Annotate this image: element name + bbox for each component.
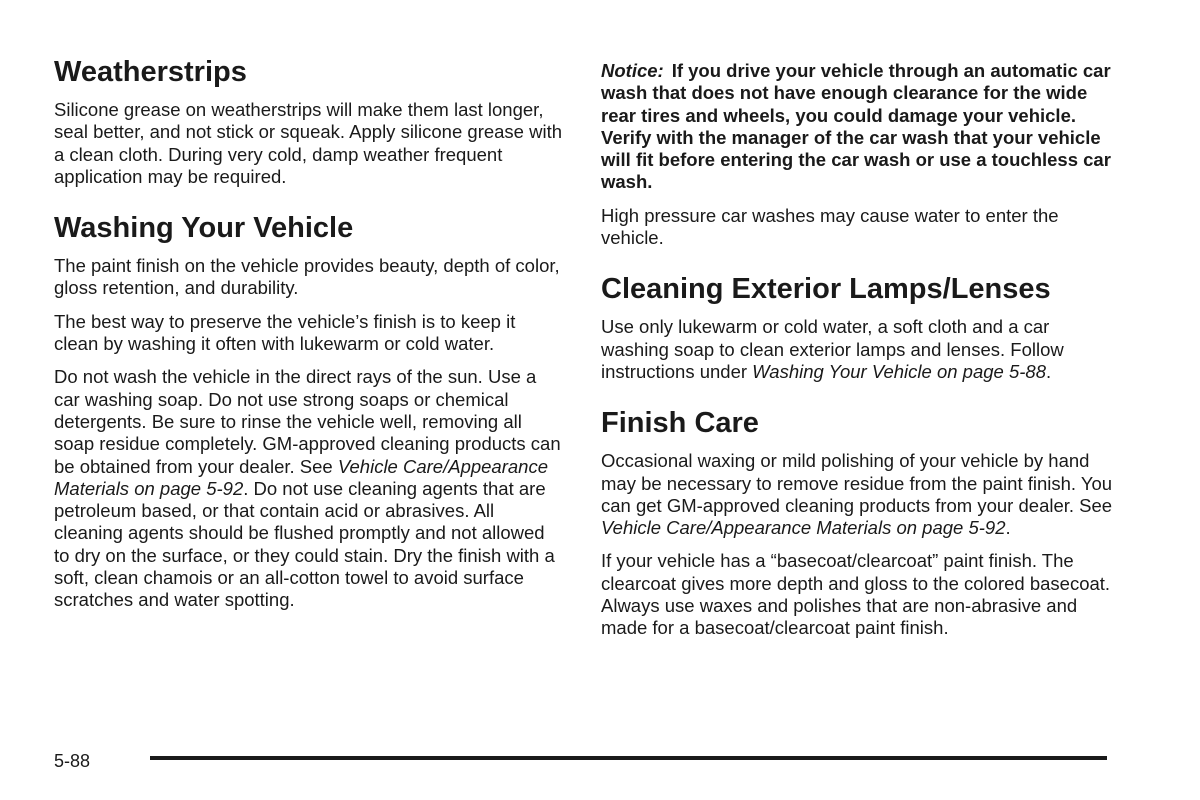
lamps-paragraph: [601, 316, 1121, 383]
washing-paragraph-1: The paint finish on the vehicle provides beauty, depth of color, gloss retention, and durability.: [54, 255, 560, 299]
notice-block: [601, 60, 1121, 194]
notice-lead: Notice:: [601, 60, 664, 81]
heading-weatherstrips: Weatherstrips: [54, 56, 247, 88]
washing-paragraph-3-text-b: . Do not use cleaning agents that are petroleum based, or that contain acid or abrasives. All cleaning agents should be flushed promptly and not allowed to dry on the surface, or they could stain. Dry the finish with a soft, clean chamois or an all-cotton towel to avoid surface scratches and water spotting.: [54, 477, 555, 611]
finish-care-paragraph-2: If your vehicle has a “basecoat/clearcoat” paint finish. The clearcoat gives more depth and gloss to the colored basecoat. Always use waxes and polishes that are non-abrasive and made for a basecoat/clearcoat paint finish.: [601, 550, 1111, 639]
left-column: [54, 54, 564, 612]
lamps-paragraph-text-a: Use only lukewarm or cold water, a soft cloth and a car washing soap to clean exterior lamps and lenses. Follow instructions under: [601, 316, 1064, 382]
washing-paragraph-3: [54, 366, 564, 611]
heading-washing-your-vehicle: Washing Your Vehicle: [54, 212, 354, 245]
finish-care-paragraph-1-text-b: .: [1005, 517, 1011, 539]
high-pressure-paragraph: High pressure car washes may cause water to enter the vehicle.: [601, 204, 1059, 249]
finish-care-paragraph-1: [601, 450, 1121, 539]
right-column: [601, 60, 1121, 640]
cross-reference-washing-your-vehicle: Washing Your Vehicle on page 5-88: [752, 360, 1046, 382]
notice-text: If you drive your vehicle through an automatic car wash that does not have enough clearance for the wide rear tires and wheels, you could damage your vehicle. Verify with the manager of the car wash that your vehicle will fit before entering the car wash or use a touchless car wash.: [601, 60, 1111, 193]
heading-cleaning-exterior-lamps: Cleaning Exterior Lamps/Lenses: [601, 273, 1051, 306]
washing-paragraph-3-text-a: Do not wash the vehicle in the direct rays of the sun. Use a car washing soap. Do not use strong soaps or chemical detergents. Be sure to rinse the vehicle well, removing all soap residue completely. GM-approved cleaning products can be obtained from your dealer. See: [54, 366, 561, 477]
weatherstrips-paragraph: Silicone grease on weatherstrips will make them last longer, seal better, and not stick or squeak. Apply silicone grease with a clean cloth. During very cold, damp weather frequent application may be required.: [54, 99, 563, 187]
finish-care-paragraph-1-text-a: Occasional waxing or mild polishing of your vehicle by hand may be necessary to remove residue from the paint finish. You can get GM-approved cleaning products from your dealer. See: [601, 450, 1113, 516]
cross-reference-appearance-materials: Vehicle Care/Appearance Materials on page 5-92: [54, 455, 548, 499]
washing-paragraph-2: The best way to preserve the vehicle’s finish is to keep it clean by washing it often with lukewarm or cold water.: [54, 310, 516, 355]
heading-finish-care: Finish Care: [601, 407, 759, 440]
cross-reference-appearance-materials-2: Vehicle Care/Appearance Materials on page 5-92: [601, 517, 1006, 539]
lamps-paragraph-text-b: .: [1046, 360, 1052, 382]
page-number: 5-88: [54, 751, 91, 771]
footer-divider: [150, 756, 1107, 760]
